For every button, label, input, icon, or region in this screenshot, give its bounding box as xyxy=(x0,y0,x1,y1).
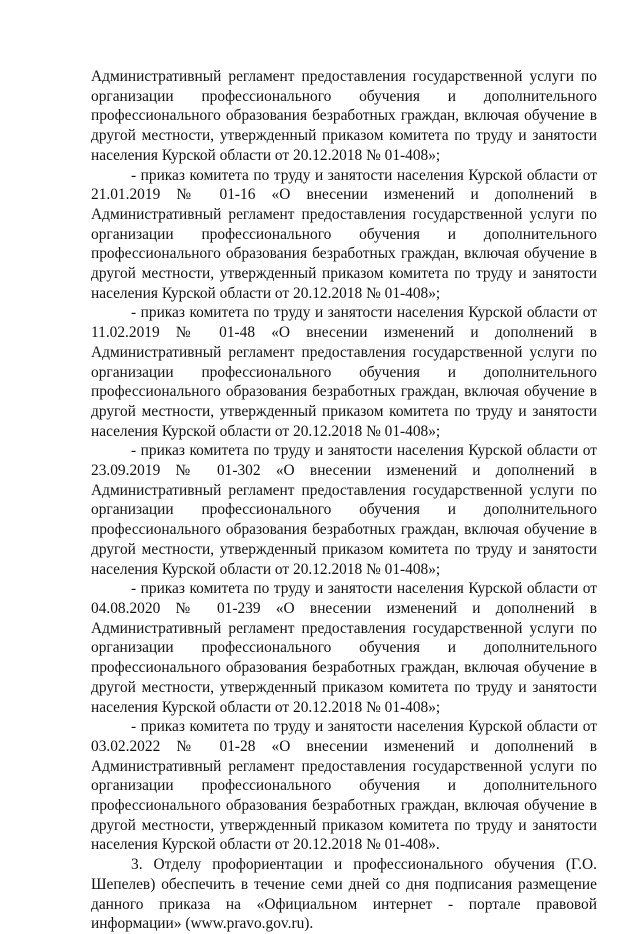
paragraph-order-2022-01-28: - приказ комитета по труду и занятости населения Курской области от 03.02.2022 № 01-28 «О внесении изменений и дополнений в Административный регламент предоставления государственной услуги по организации профессионального обучения и дополнительного профессионального образования безработных граждан, включая обучение в другой местности, утвержденный приказом комитета по труду и занятости населения Курской области от 20.12.2018 № 01-408». xyxy=(91,718,597,854)
paragraph-order-2019-01-48: - приказ комитета по труду и занятости населения Курской области от 11.02.2019 № 01-48 «О внесении изменений и дополнений в Административный регламент предоставления государственной услуги по организации профессионального обучения и дополнительного профессионального образования безработных граждан, включая обучение в другой местности, утвержденный приказом комитета по труду и занятости населения Курской области от 20.12.2018 № 01-408»; xyxy=(91,304,597,440)
document-body xyxy=(91,67,597,934)
paragraph-order-2020-01-239: - приказ комитета по труду и занятости населения Курской области от 04.08.2020 № 01-239 «О внесении изменений и дополнений в Административный регламент предоставления государственной услуги по организации профессионального обучения и дополнительного профессионального образования безработных граждан, включая обучение в другой местности, утвержденный приказом комитета по труду и занятости населения Курской области от 20.12.2018 № 01-408»; xyxy=(91,580,597,716)
paragraph-regulation-continuation: Административный регламент предоставления государственной услуги по организации профессионального обучения и дополнительного профессионального образования безработных граждан, включая обучение в другой местности, утвержденный приказом комитета по труду и занятости населения Курской области от 20.12.2018 № 01-408»; xyxy=(91,68,597,164)
paragraph-order-2019-01-302: - приказ комитета по труду и занятости населения Курской области от 23.09.2019 № 01-302 «О внесении изменений и дополнений в Административный регламент предоставления государственной услуги по организации профессионального обучения и дополнительного профессионального образования безработных граждан, включая обучение в другой местности, утвержденный приказом комитета по труду и занятости населения Курской области от 20.12.2018 № 01-408»; xyxy=(91,442,597,578)
paragraph-order-2019-01-16: - приказ комитета по труду и занятости населения Курской области от 21.01.2019 № 01-16 «О внесении изменений и дополнений в Административный регламент предоставления государственной услуги по организации профессионального обучения и дополнительного профессионального образования безработных граждан, включая обучение в другой местности, утвержденный приказом комитета по труду и занятости населения Курской области от 20.12.2018 № 01-408»; xyxy=(91,166,597,302)
paragraph-item-3-publication: 3. Отделу профориентации и профессионального обучения (Г.О. Шепелев) обеспечить в течение семи дней со дня подписания размещение данного приказа на «Официальном интернет - портале правовой информации» (www.pravo.gov.ru). xyxy=(91,856,597,933)
